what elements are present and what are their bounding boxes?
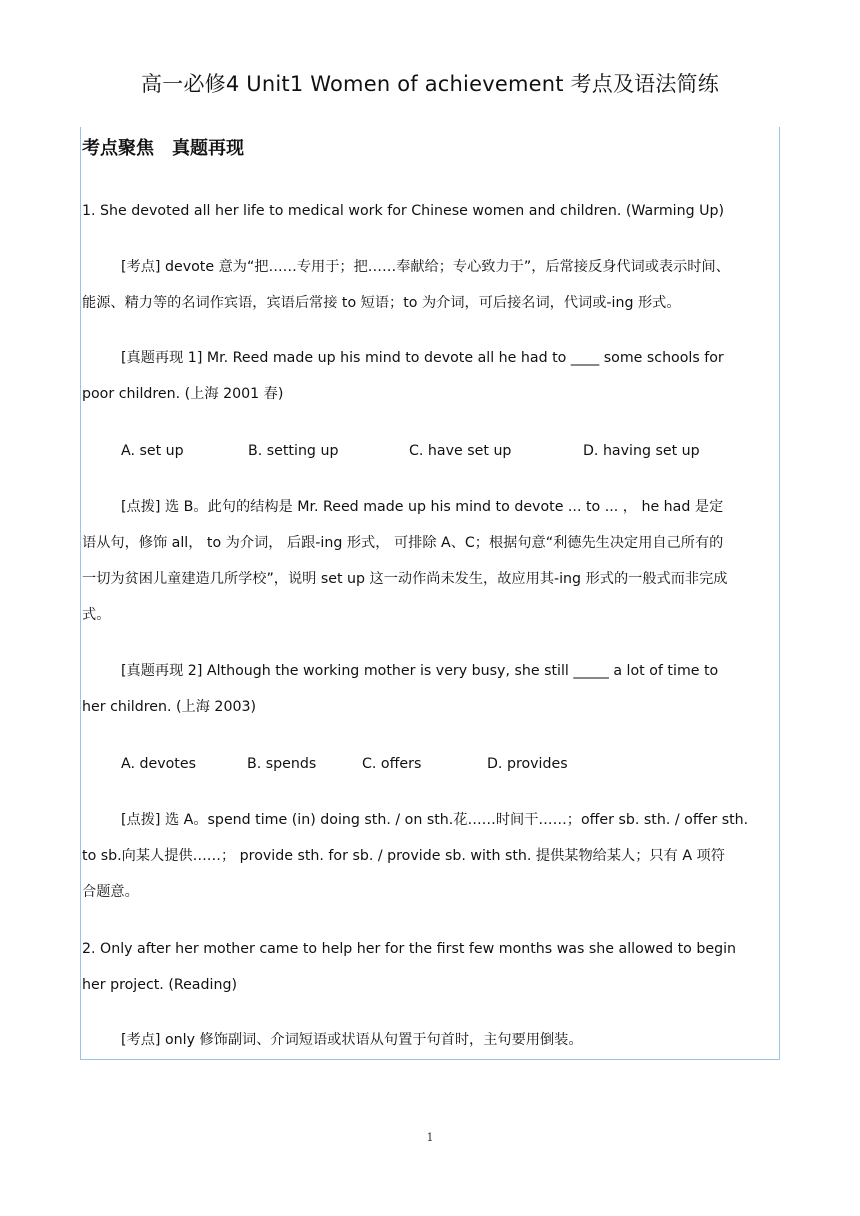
item2-sentence-line1: 2. Only after her mother came to help her for the first few months was she allowed to begin: [82, 941, 737, 957]
section-heading: 考点聚焦 真题再现: [82, 138, 244, 159]
q1-tip-line4: 式。: [82, 607, 111, 623]
q2-stem-line1: [真题再现 2] Although the working mother is very busy, she still _____ a lot of time to: [121, 663, 719, 679]
item2-kaodian: [考点] only 修饰副词、介词短语或状语从句置于句首时，主句要用倒装。: [121, 1032, 583, 1048]
q2-choice-c: C. offers: [362, 756, 422, 772]
q2-tip-line2: to sb.向某人提供……； provide sth. for sb. / provide sb. with sth. 提供某物给某人；只有 A 项符: [82, 848, 725, 864]
q1-tip-line2: 语从句，修饰 all， to 为介词， 后跟-ing 形式， 可排除 A、C；根据句意“利德先生决定用自己所有的: [82, 535, 724, 551]
q1-choice-c: C. have set up: [409, 443, 512, 459]
q1-choice-b: B. setting up: [248, 443, 339, 459]
q1-choice-d: D. having set up: [583, 443, 700, 459]
q1-tip-line3: 一切为贫困儿童建造几所学校”，说明 set up 这一动作尚未发生，故应用其-ing 形式的一般式而非完成: [82, 571, 728, 587]
item1-sentence: 1. She devoted all her life to medical work for Chinese women and children. (Warming Up): [82, 203, 725, 219]
q2-choice-d: D. provides: [487, 756, 568, 772]
page-number: 1: [426, 1131, 434, 1144]
q2-tip-line3: 合题意。: [82, 884, 139, 900]
q2-tip-line1: [点拨] 选 A。spend time (in) doing sth. / on sth.花……时间干……；offer sb. sth. / offer sth.: [121, 812, 749, 828]
q1-stem-line2: poor children. (上海 2001 春): [82, 386, 284, 402]
item1-kaodian-line1: [考点] devote 意为“把……专用于；把……奉献给；专心致力于”，后常接反身代词或表示时间、: [121, 259, 730, 275]
q1-tip-line1: [点拨] 选 B。此句的结构是 Mr. Reed made up his mind to devote ... to ... ， he had 是定: [121, 499, 724, 515]
q2-choice-b: B. spends: [247, 756, 317, 772]
q1-choice-a: A. set up: [121, 443, 184, 459]
item2-sentence-line2: her project. (Reading): [82, 977, 237, 993]
item1-kaodian-line2: 能源、精力等的名词作宾语，宾语后常接 to 短语；to 为介词，可后接名词，代词或-ing 形式。: [82, 295, 681, 311]
q1-stem-line1: [真题再现 1] Mr. Reed made up his mind to devote all he had to ____ some schools for: [121, 350, 724, 366]
document-title: 高一必修4 Unit1 Women of achievement 考点及语法简练: [141, 72, 719, 96]
q2-stem-line2: her children. (上海 2003): [82, 699, 257, 715]
q2-choice-a: A. devotes: [121, 756, 196, 772]
